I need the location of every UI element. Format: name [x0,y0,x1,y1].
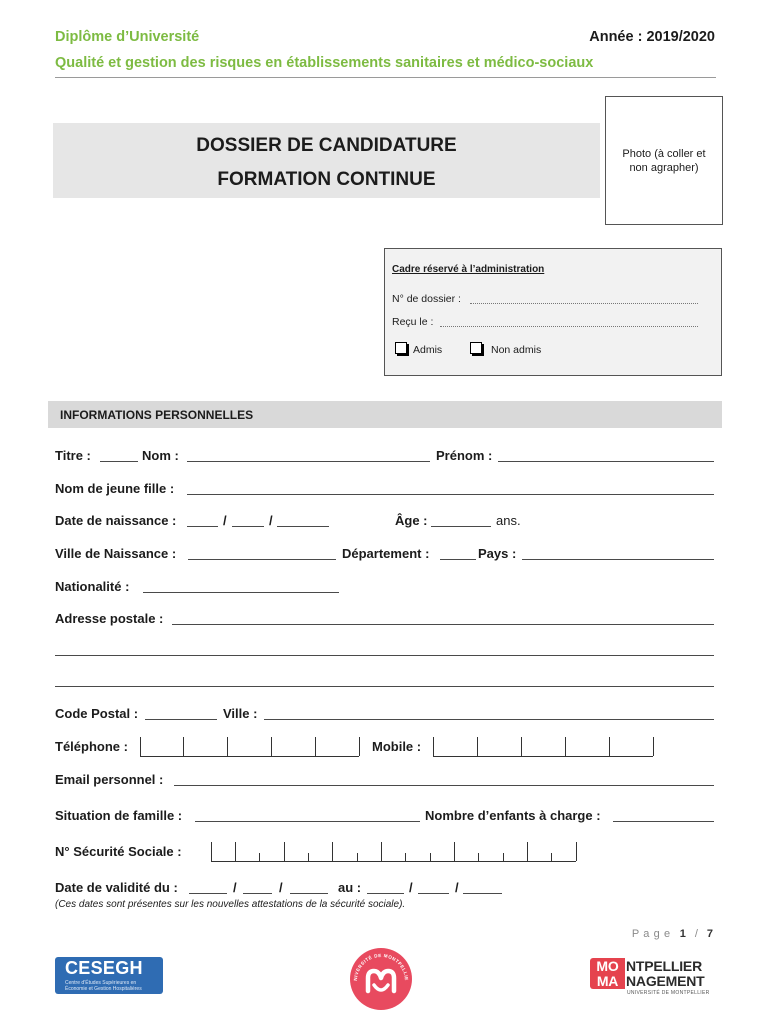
mm-logo-text-top: NTPELLIER [626,958,702,974]
validity-to-day-field[interactable] [367,893,404,894]
social-security-cell-divider [503,853,504,861]
city-label: Ville : [223,706,258,721]
validity-from-year-field[interactable] [290,893,328,894]
nationality-field[interactable] [143,592,339,593]
phone-label: Téléphone : [55,739,128,754]
phone-cell-divider [359,737,360,756]
date-separator: / [269,513,273,528]
section-title: INFORMATIONS PERSONNELLES [60,408,254,422]
diploma-title: Diplôme d’Université [55,29,200,45]
address-label: Adresse postale : [55,611,164,626]
photo-box[interactable] [605,96,723,225]
mm-logo-mark-bottom: MA [596,973,619,989]
social-security-cell-divider [527,842,528,861]
page-current: 1 [679,928,686,940]
cesegh-logo-tagline-1: Centre d’Études Supérieures en [65,980,137,986]
document-subtitle: FORMATION CONTINUE [217,169,436,190]
address-field-line-1[interactable] [172,624,714,625]
maiden-name-label: Nom de jeune fille : [55,481,175,496]
phone-cell-divider [140,737,141,756]
social-security-cell-divider [332,842,333,861]
phone-field[interactable] [140,737,359,757]
mobile-cell-divider [521,737,522,756]
mobile-cell-divider [565,737,566,756]
prenom-label: Prénom : [436,448,493,463]
mobile-label: Mobile : [372,739,422,754]
social-security-label: N° Sécurité Sociale : [55,844,182,859]
social-security-cell-divider [308,853,309,861]
program-title: Qualité et gestion des risques en établissements sanitaires et médico-sociaux [55,55,594,71]
nom-field[interactable] [187,461,430,462]
mobile-cell-divider [477,737,478,756]
validity-to-label: au : [338,880,362,895]
mm-logo-mark-top: MO [596,958,619,974]
city-field[interactable] [264,719,714,720]
family-status-label: Situation de famille : [55,808,183,823]
birth-month-field[interactable] [232,526,264,527]
social-security-cell-divider [576,842,577,861]
mm-logo-text-bottom: NAGEMENT [626,973,705,989]
non-admis-checkbox[interactable] [470,342,482,354]
address-field-line-2[interactable] [55,655,714,656]
university-montpellier-logo [349,947,413,1011]
date-separator: / [233,880,237,895]
date-separator: / [223,513,227,528]
email-label: Email personnel : [55,772,164,787]
social-security-cell-divider [381,842,382,861]
cesegh-logo-tagline-2: Économie et Gestion Hospitalières [65,986,142,992]
nom-label: Nom : [142,448,179,463]
titre-label: Titre : [55,448,91,463]
photo-instructions: Photo (à coller et non agrapher) [622,148,706,174]
social-security-cell-divider [405,853,406,861]
social-security-cell-divider [357,853,358,861]
date-separator: / [279,880,283,895]
received-date-field[interactable] [440,326,698,327]
validity-to-year-field[interactable] [463,893,502,894]
validity-from-month-field[interactable] [243,893,272,894]
page-total: 7 [706,928,713,940]
nationality-label: Nationalité : [55,579,130,594]
country-label: Pays : [478,546,517,561]
birth-year-field[interactable] [277,526,329,527]
cesegh-logo-name: CESEGH [65,958,143,978]
prenom-field[interactable] [498,461,714,462]
social-security-cell-divider [454,842,455,861]
mobile-cell-divider [609,737,610,756]
admis-label: Admis [413,344,443,356]
age-label: Âge : [395,513,428,528]
social-security-cell-divider [478,853,479,861]
age-unit: ans. [496,513,521,528]
mobile-field[interactable] [433,737,653,757]
postal-code-field[interactable] [145,719,217,720]
children-count-field[interactable] [613,821,714,822]
validity-label: Date de validité du : [55,880,178,895]
received-date-label: Reçu le : [392,316,434,328]
phone-cell-divider [183,737,184,756]
social-security-cell-divider [551,853,552,861]
dossier-number-field[interactable] [470,303,698,304]
birth-city-field[interactable] [188,559,336,560]
cesegh-logo [55,957,163,994]
social-security-cell-divider [430,853,431,861]
age-field[interactable] [431,526,491,527]
document-title: DOSSIER DE CANDIDATURE [196,135,457,156]
social-security-field[interactable] [211,842,576,862]
email-field[interactable] [174,785,714,786]
social-security-cell-divider [284,842,285,861]
admis-checkbox[interactable] [395,342,407,354]
page-separator: / [694,928,698,940]
mobile-cell-divider [653,737,654,756]
phone-cell-divider [271,737,272,756]
validity-note: (Ces dates sont présentes sur les nouvelles attestations de la sécurité sociale). [55,899,406,910]
country-field[interactable] [522,559,714,560]
validity-from-day-field[interactable] [189,893,227,894]
validity-to-month-field[interactable] [418,893,449,894]
birth-day-field[interactable] [187,526,218,527]
date-separator: / [409,880,413,895]
date-separator: / [455,880,459,895]
department-field[interactable] [440,559,476,560]
admin-heading: Cadre réservé à l’administration [392,264,545,275]
titre-field[interactable] [100,461,138,462]
family-status-field[interactable] [195,821,420,822]
page-number [632,927,713,941]
section-header [48,401,722,428]
birth-city-label: Ville de Naissance : [55,546,177,561]
page-label: P a g e [631,928,671,940]
address-field-line-3[interactable] [55,686,714,687]
children-count-label: Nombre d’enfants à charge : [425,808,601,823]
department-label: Département : [342,546,430,561]
social-security-cell-divider [235,842,236,861]
montpellier-management-logo [590,957,710,997]
header-divider [55,77,716,78]
birth-date-label: Date de naissance : [55,513,177,528]
academic-year: Année : 2019/2020 [589,29,715,45]
university-logo-arc-text: NIVERSITÉ DE MONTPELLIE [352,952,410,981]
dossier-number-label: N° de dossier : [392,293,461,305]
phone-cell-divider [227,737,228,756]
maiden-name-field[interactable] [187,494,714,495]
phone-cell-divider [315,737,316,756]
mobile-cell-divider [433,737,434,756]
social-security-cell-divider [259,853,260,861]
postal-code-label: Code Postal : [55,706,139,721]
mm-logo-tagline: UNIVERSITÉ DE MONTPELLIER [627,990,710,996]
title-box [53,123,600,198]
non-admis-label: Non admis [491,344,542,356]
social-security-cell-divider [211,842,212,861]
